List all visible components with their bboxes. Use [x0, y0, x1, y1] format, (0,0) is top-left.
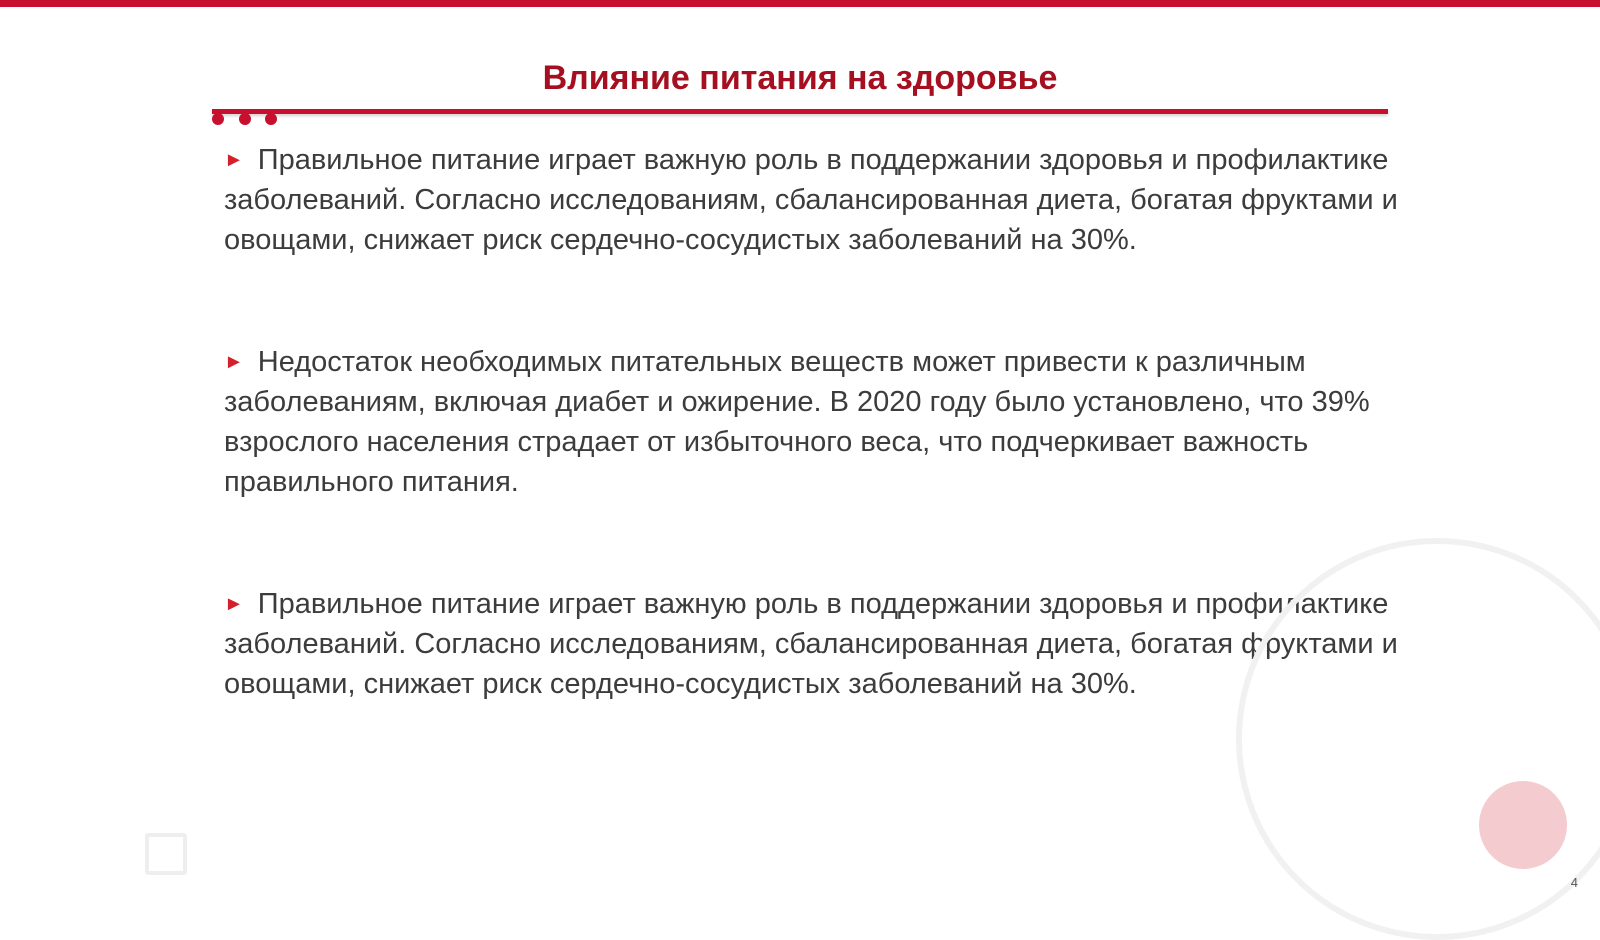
bullet-item — [224, 140, 1404, 260]
bullet-text: Правильное питание играет важную роль в поддержании здоровья и профилактике заболеваний. Согласно исследованиям, сбалансированная диета, богатая фруктами и овощами, снижает риск сердечно-сосудистых заболеваний на 30%. — [224, 144, 1398, 256]
decorative-dot — [212, 113, 224, 125]
decorative-dot — [265, 113, 277, 125]
bullet-arrow-icon: ► — [224, 351, 244, 373]
top-accent-bar — [0, 0, 1600, 7]
decorative-square — [145, 833, 187, 875]
slide-title: Влияние питания на здоровье — [542, 59, 1058, 97]
bullet-item — [224, 342, 1404, 502]
decorative-circle — [1479, 781, 1567, 869]
page-number: 4 — [1570, 875, 1578, 890]
bullet-item — [224, 584, 1404, 704]
decorative-dot — [239, 113, 251, 125]
bullet-list — [224, 140, 1404, 786]
bullet-text: Недостаток необходимых питательных веществ может привести к различным заболеваниям, включая диабет и ожирение. В 2020 году было установлено, что 39% взрослого населения страдает от избыточного веса, что подчеркивает важность правильного питания. — [224, 346, 1370, 498]
bullet-arrow-icon: ► — [224, 593, 244, 615]
bullet-arrow-icon: ► — [224, 149, 244, 171]
bullet-text: Правильное питание играет важную роль в поддержании здоровья и профилактике заболеваний. Согласно исследованиям, сбалансированная диета, богатая фруктами и овощами, снижает риск сердечно-сосудистых заболеваний на 30%. — [224, 588, 1398, 700]
title-underline — [212, 109, 1388, 114]
